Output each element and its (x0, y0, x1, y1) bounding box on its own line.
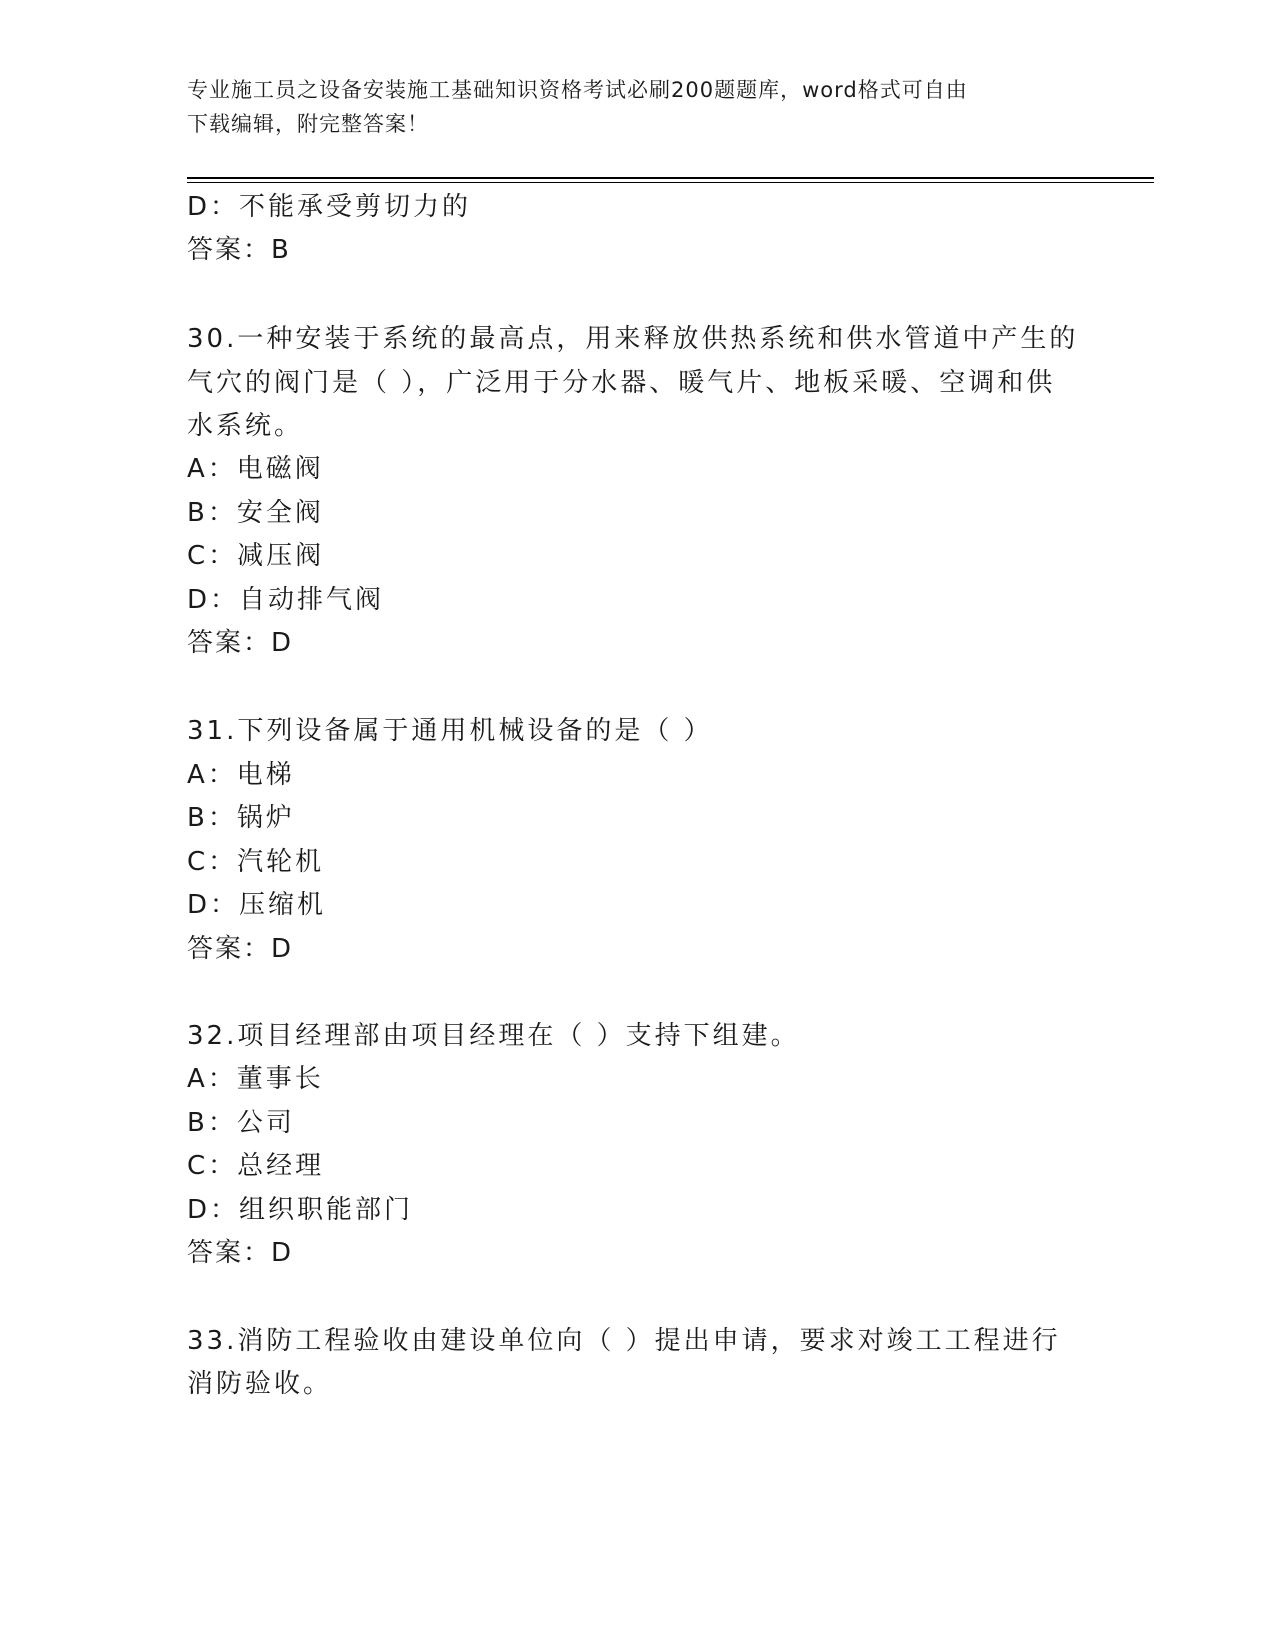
question-30-text-line-3: 水系统。 (187, 411, 304, 441)
question-30-option-d: D：自动排气阀 (187, 585, 385, 615)
question-32-text-line-1: 32.项目经理部由项目经理在（ ）支持下组建。 (187, 1021, 800, 1051)
question-31-option-c: C：汽轮机 (187, 847, 325, 877)
question-32-option-d: D：组织职能部门 (187, 1195, 414, 1225)
header-divider-thick (187, 177, 1154, 179)
question-30-text-line-2: 气穴的阀门是（ ），广泛用于分水器、暖气片、地板采暖、空调和供 (187, 368, 1056, 398)
question-30-text-line-1: 30.一种安装于系统的最高点，用来释放供热系统和供水管道中产生的 (187, 324, 1079, 354)
header-line-2: 下载编辑，附完整答案！ (187, 112, 429, 136)
question-32-option-c: C：总经理 (187, 1151, 325, 1181)
header-line-1: 专业施工员之设备安装施工基础知识资格考试必刷200题题库，word格式可自由 (187, 78, 968, 102)
question-32-option-b: B：公司 (187, 1108, 295, 1138)
question-32-option-a: A：董事长 (187, 1064, 324, 1094)
question-31-option-b: B：锅炉 (187, 803, 295, 833)
question-30-option-a: A：电磁阀 (187, 454, 324, 484)
question-31-option-d: D：压缩机 (187, 890, 327, 920)
question-31-answer: 答案：D (187, 934, 294, 964)
header-divider-thin (187, 182, 1154, 183)
question-33-text-line-1: 33.消防工程验收由建设单位向（ ）提出申请，要求对竣工工程进行 (187, 1326, 1061, 1356)
question-30-answer: 答案：D (187, 628, 294, 658)
question-32-answer: 答案：D (187, 1238, 294, 1268)
question-30-option-b: B：安全阀 (187, 498, 324, 528)
question-31-text-line-1: 31.下列设备属于通用机械设备的是（ ） (187, 716, 713, 746)
prev-question-answer: 答案：B (187, 235, 291, 265)
question-33-text-line-2: 消防验收。 (187, 1369, 333, 1399)
prev-question-option-d: D：不能承受剪切力的 (187, 192, 472, 222)
document-header (187, 73, 1067, 141)
question-30-option-c: C：减压阀 (187, 541, 325, 571)
question-31-option-a: A：电梯 (187, 760, 295, 790)
